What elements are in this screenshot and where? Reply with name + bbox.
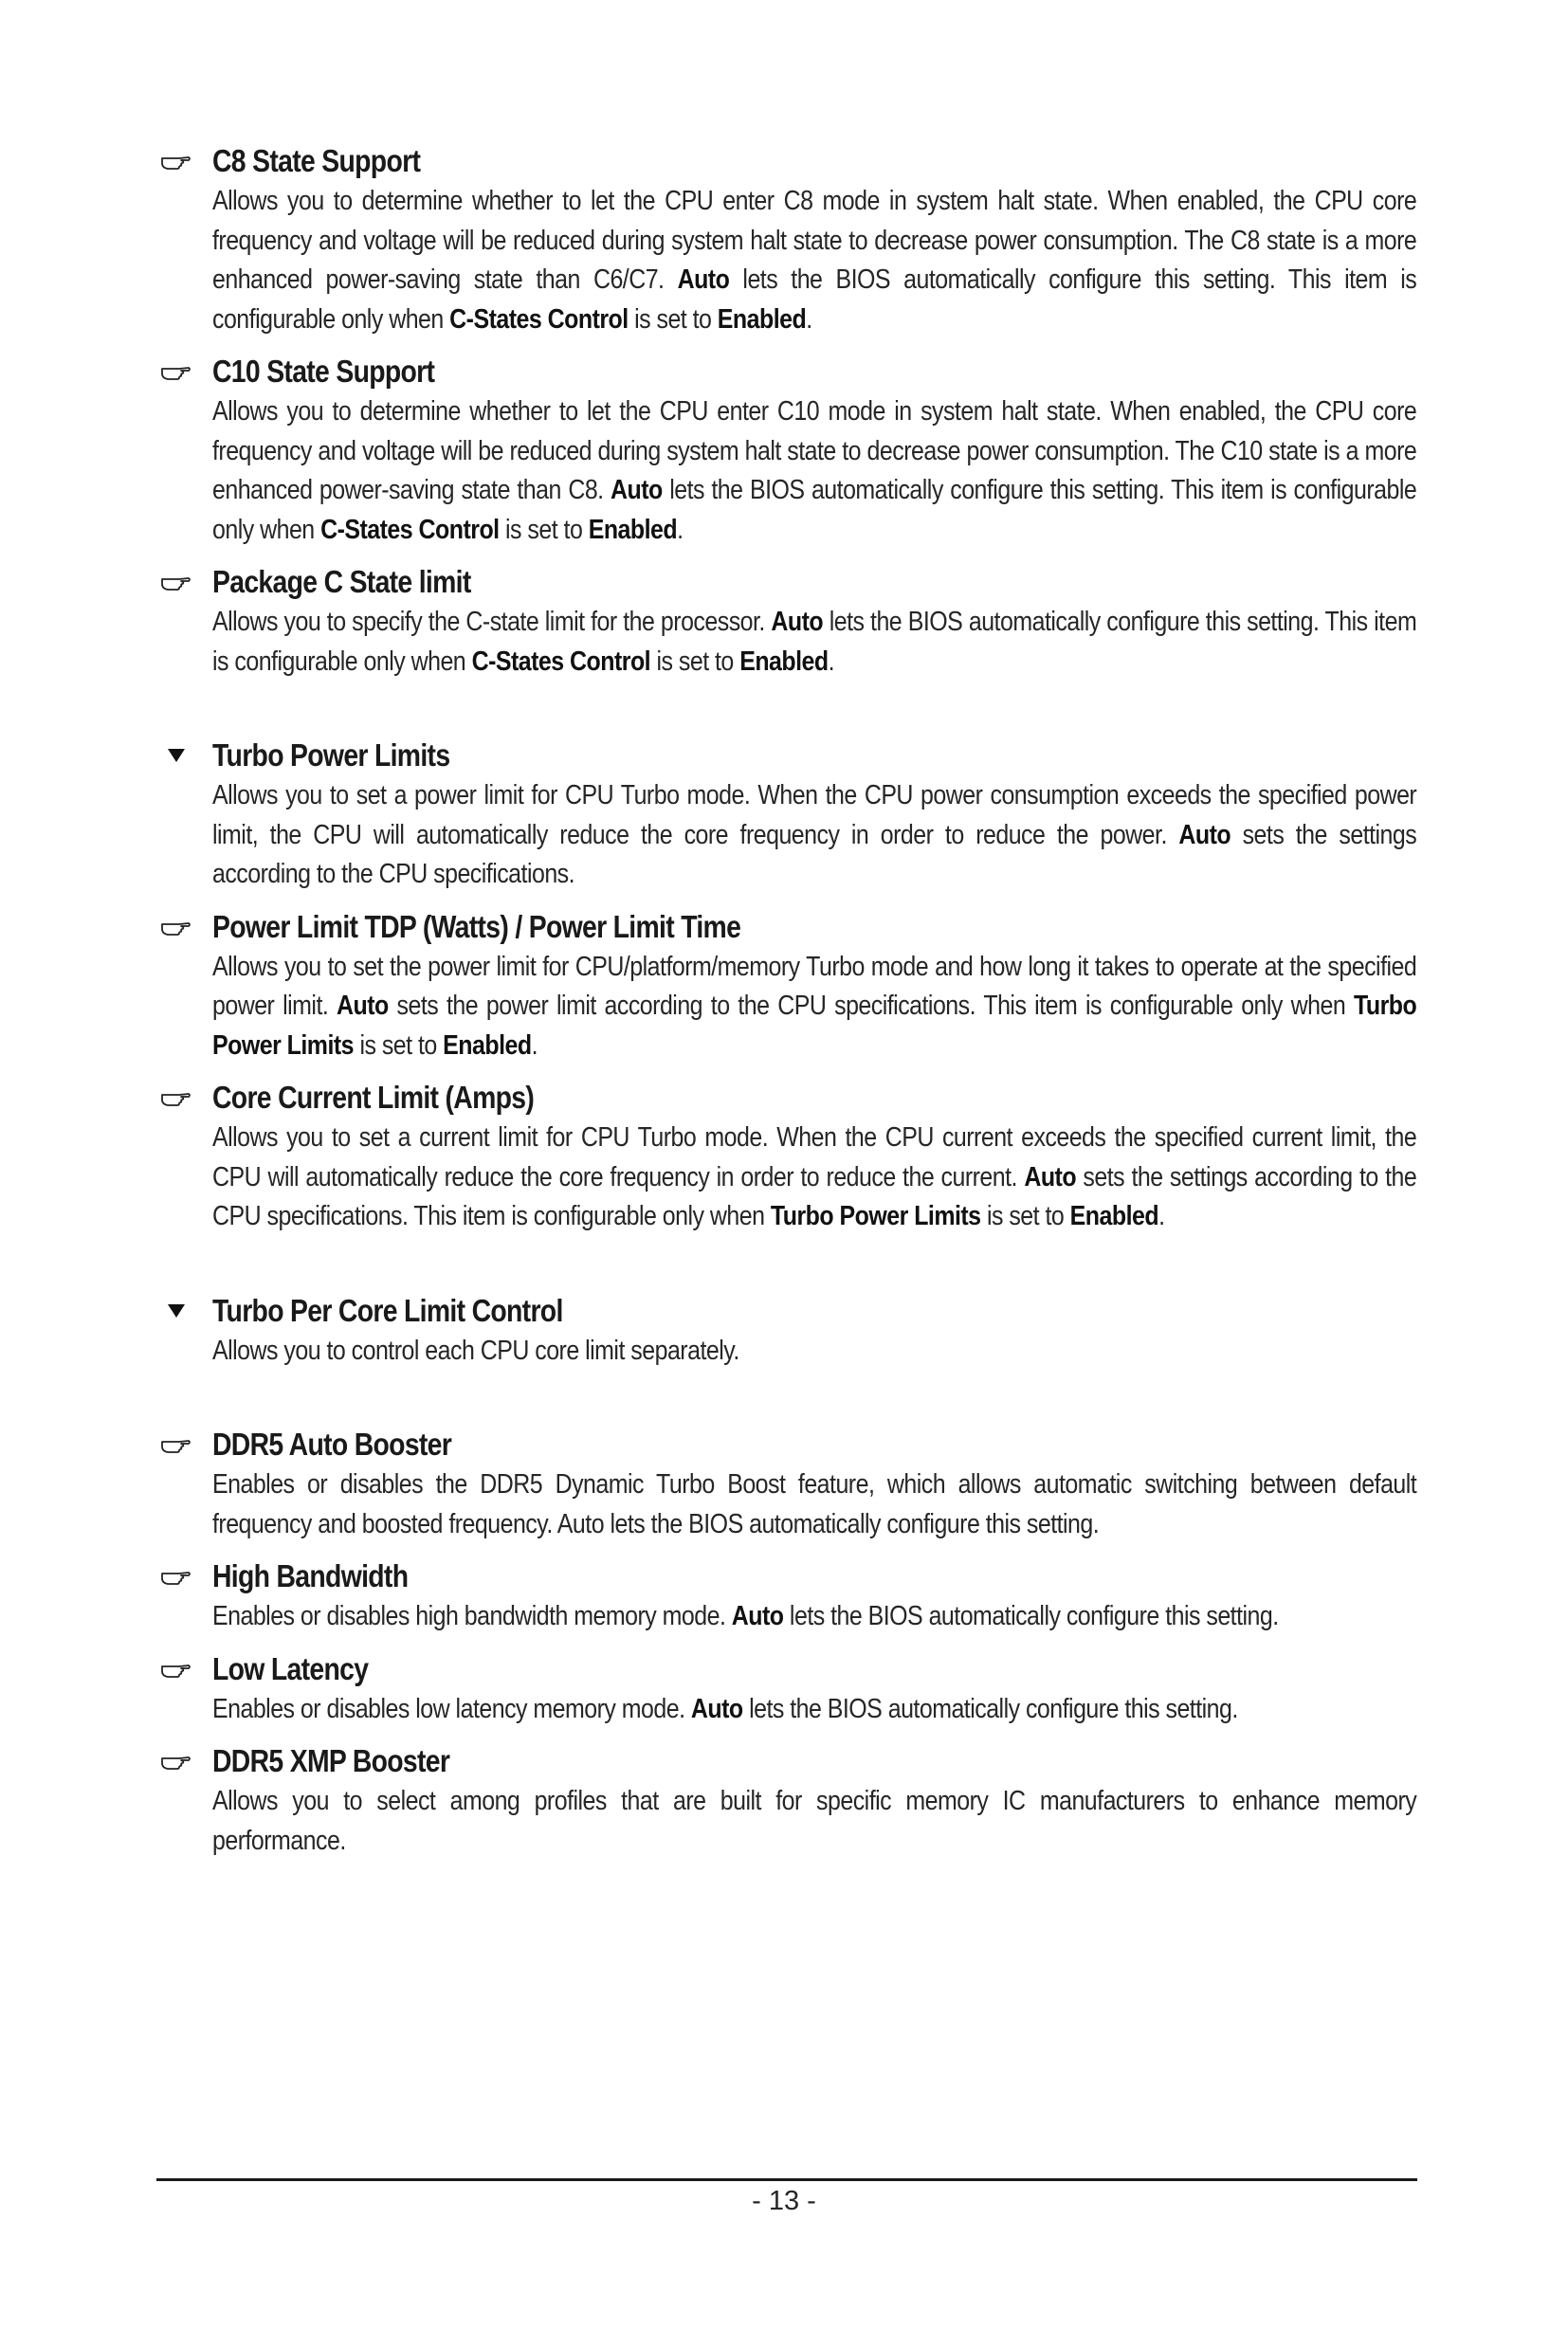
setting-description: Enables or disables low latency memory mode. Auto lets the BIOS automatically configure this setting. [212, 1693, 1238, 1724]
triangle-down-icon [157, 740, 195, 769]
triangle-down-icon [157, 1296, 195, 1324]
setting-description: Allows you to control each CPU core limit separately. [212, 1335, 739, 1366]
setting-title: High Bandwidth [212, 1558, 409, 1593]
setting-title: Turbo Per Core Limit Control [212, 1292, 563, 1328]
setting-description: Enables or disables high bandwidth memory mode. Auto lets the BIOS automatically configure this setting. [212, 1601, 1279, 1631]
setting-description: Allows you to select among profiles that are built for specific memory IC manufacturers to enhance memory performance. [212, 1786, 1417, 1856]
setting-power-limit-tdp [212, 908, 1416, 1066]
setting-ddr5-xmp-booster [212, 1742, 1416, 1861]
setting-turbo-power-limits [212, 737, 1416, 895]
pointing-hand-icon [157, 146, 195, 174]
setting-ddr5-auto-booster [212, 1426, 1416, 1544]
setting-turbo-per-core-limit-control [212, 1292, 1416, 1372]
setting-low-latency [212, 1650, 1416, 1730]
pointing-hand-icon [157, 356, 195, 385]
setting-title: Core Current Limit (Amps) [212, 1080, 535, 1115]
pointing-hand-icon [157, 567, 195, 595]
setting-core-current-limit [212, 1079, 1416, 1237]
document-body [0, 142, 1568, 1861]
pointing-hand-icon [157, 1561, 195, 1590]
setting-description: Allows you to determine whether to let the CPU enter C10 mode in system halt state. When enabled, the CPU core frequency and voltage will be reduced during system halt state to decrease power consumption. The C10 state is a more enhanced power-saving state than C8. Auto lets the BIOS automatically configure this setting. This item is configurable only when C-States Control is set to Enabled. [212, 396, 1417, 545]
pointing-hand-icon [157, 912, 195, 940]
page-number: - 13 - [752, 2186, 816, 2216]
setting-title: Package C State limit [212, 564, 471, 599]
setting-title: C8 State Support [212, 143, 421, 178]
setting-description: Allows you to set a current limit for CPU Turbo mode. When the CPU current exceeds the specified current limit, the CPU will automatically reduce the core frequency in order to reduce the current. Auto sets the settings according to the CPU specifications. This item is configurable only when Turbo Power Limits is set to Enabled. [212, 1122, 1417, 1231]
setting-title: Turbo Power Limits [212, 737, 450, 773]
setting-description: Allows you to set the power limit for CPU/platform/memory Turbo mode and how long it takes to operate at the specified power limit. Auto sets the power limit according to the CPU specifications. This item is configurable only when Turbo Power Limits is set to Enabled. [212, 951, 1417, 1061]
setting-package-c-state-limit [212, 563, 1416, 682]
setting-description: Allows you to determine whether to let the CPU enter C8 mode in system halt state. When enabled, the CPU core frequency and voltage will be reduced during system halt state to decrease power consumption. The C8 state is a more enhanced power-saving state than C6/C7. Auto lets the BIOS automatically configure this setting. This item is configurable only when C-States Control is set to Enabled. [212, 186, 1417, 335]
setting-title: Power Limit TDP (Watts) / Power Limit Time [212, 908, 741, 944]
setting-title: DDR5 Auto Booster [212, 1427, 452, 1462]
setting-title: Low Latency [212, 1650, 369, 1686]
setting-title: DDR5 XMP Booster [212, 1743, 450, 1778]
setting-description: Allows you to specify the C-state limit for the processor. Auto lets the BIOS automatically configure this setting. This item is configurable only when C-States Control is set to Enabled. [212, 607, 1417, 677]
pointing-hand-icon [157, 1654, 195, 1683]
setting-description: Enables or disables the DDR5 Dynamic Turbo Boost feature, which allows automatic switching between default frequency and boosted frequency. Auto lets the BIOS automatically configure this setting. [212, 1469, 1417, 1539]
footer-divider [156, 2178, 1417, 2181]
setting-c10-state-support [212, 353, 1416, 550]
setting-high-bandwidth [212, 1557, 1416, 1637]
pointing-hand-icon [157, 1429, 195, 1458]
pointing-hand-icon [157, 1083, 195, 1111]
setting-c8-state-support [212, 142, 1416, 339]
pointing-hand-icon [157, 1746, 195, 1774]
setting-title: C10 State Support [212, 354, 435, 389]
setting-description: Allows you to set a power limit for CPU Turbo mode. When the CPU power consumption exceeds the specified power limit, the CPU will automatically reduce the core frequency in order to reduce the power. Auto sets the settings according to the CPU specifications. [212, 780, 1417, 889]
